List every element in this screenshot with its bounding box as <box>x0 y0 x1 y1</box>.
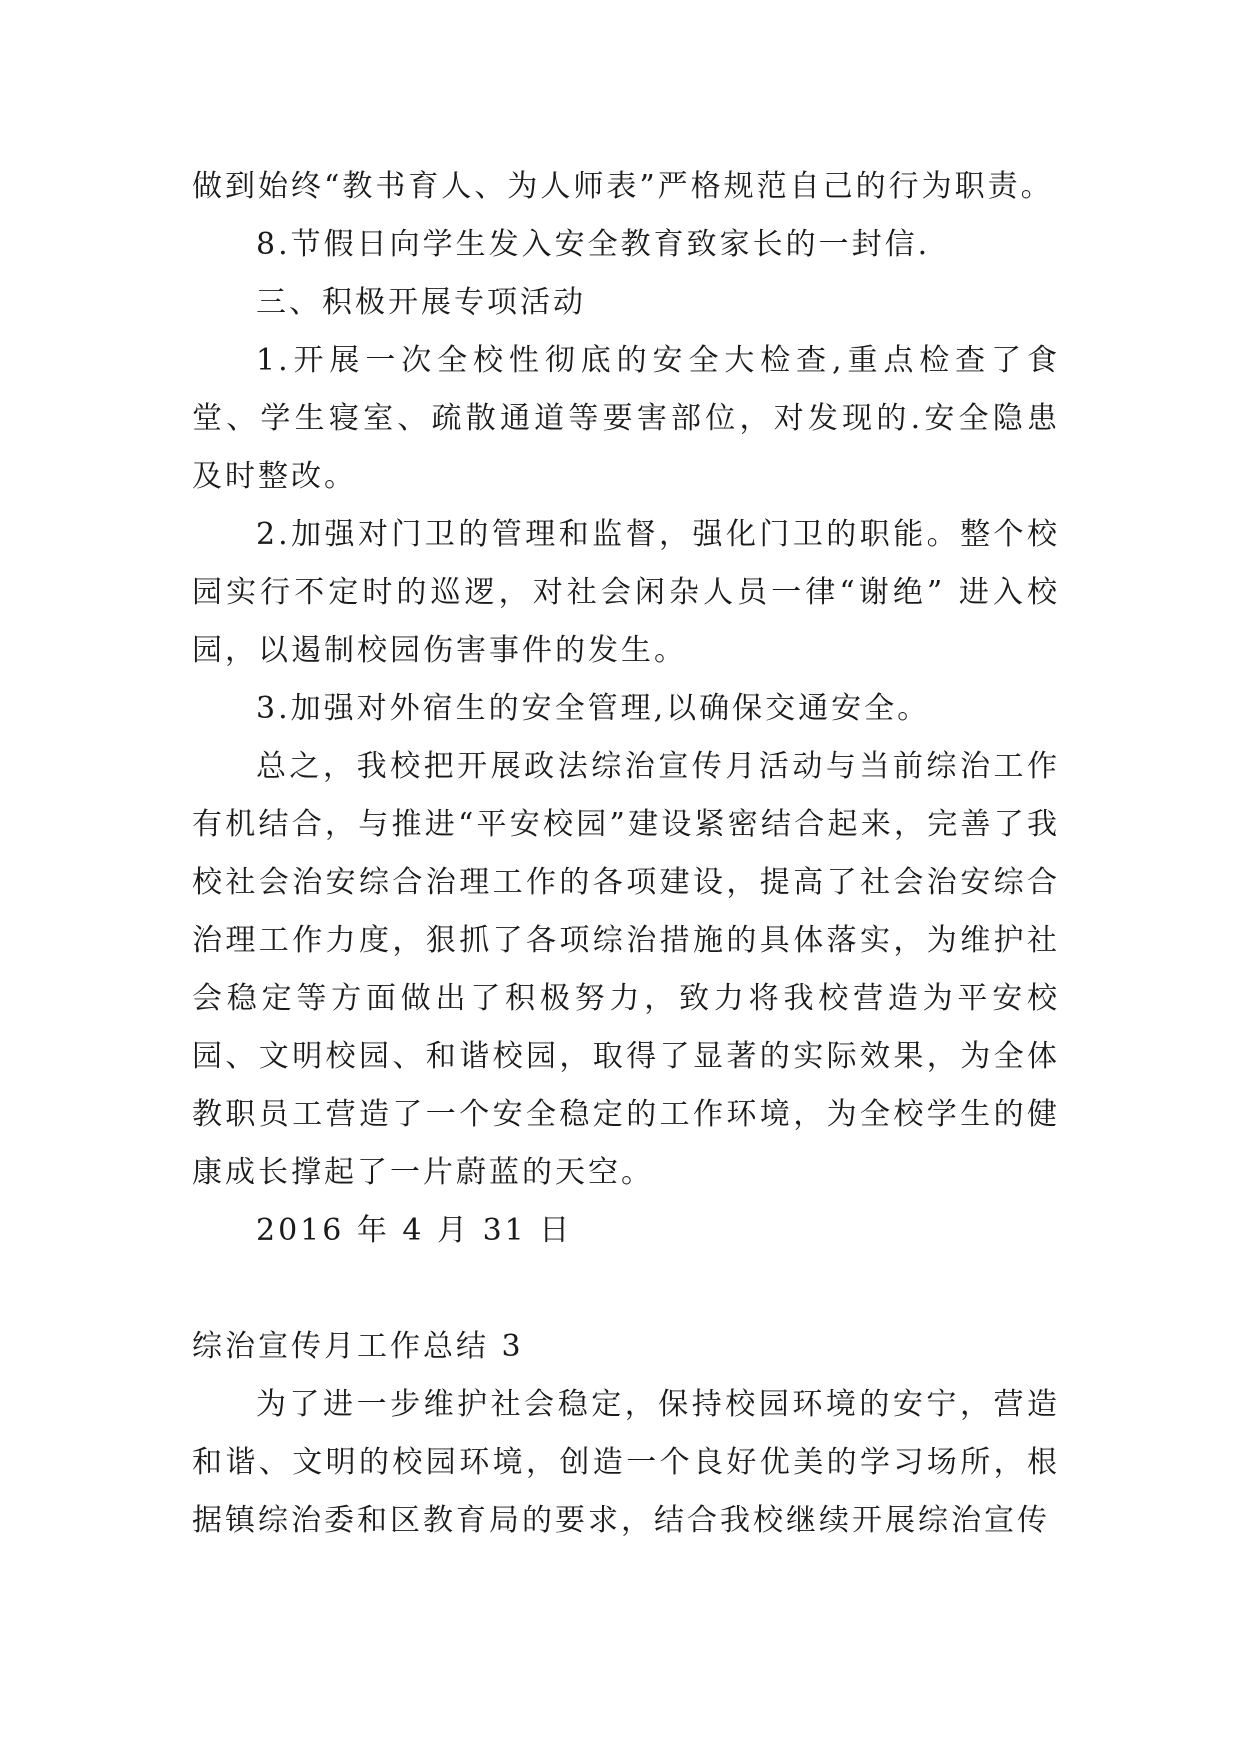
section-heading-special-activities: 三、积极开展专项活动 <box>256 285 586 320</box>
paragraph-item-8: 8.节假日向学生发入安全教育致家长的一封信. <box>256 227 931 262</box>
section-spacer <box>192 1260 1060 1318</box>
document-date: 2016 年 4 月 31 日 <box>256 1213 573 1248</box>
paragraph-activity-3: 3.加强对外宿生的安全管理,以确保交通安全。 <box>256 691 931 726</box>
section-intro-paragraph: 为了进一步维护社会稳定，保持校园环境的安宁，营造和谐、文明的校园环境，创造一个良好优美的学习场所，根据镇综治委和区教育局的要求，结合我校继续开展综治宣传 <box>192 1387 1060 1538</box>
paragraph-conclusion: 总之，我校把开展政法综治宣传月活动与当前综治工作有机结合，与推进“平安校园”建设紧密结合起来，完善了我校社会治安综合治理工作的各项建设，提高了社会治安综合治理工作力度，狠抓了各项综治措施的具体落实，为维护社会稳定等方面做出了积极努力，致力将我校营造为平安校园、文明校园、和谐校园，取得了显著的实际效果，为全体教职员工营造了一个安全稳定的工作环境，为全校学生的健康成长撑起了一片蔚蓝的天空。 <box>192 749 1060 1190</box>
paragraph-activity-2: 2.加强对门卫的管理和监督，强化门卫的职能。整个校园实行不定时的巡逻，对社会闲杂人员一律“谢绝” 进入校园，以遏制校园伤害事件的发生。 <box>192 517 1060 668</box>
paragraph-activity-1: 1.开展一次全校性彻底的安全大检查,重点检查了食堂、学生寝室、疏散通道等要害部位，对发现的.安全隐患及时整改。 <box>192 343 1060 494</box>
section-title: 综治宣传月工作总结 3 <box>192 1329 524 1364</box>
document-body <box>192 158 1060 1550</box>
paragraph-continuation: 做到始终“教书育人、为人师表”严格规范自己的行为职责。 <box>192 169 1054 204</box>
